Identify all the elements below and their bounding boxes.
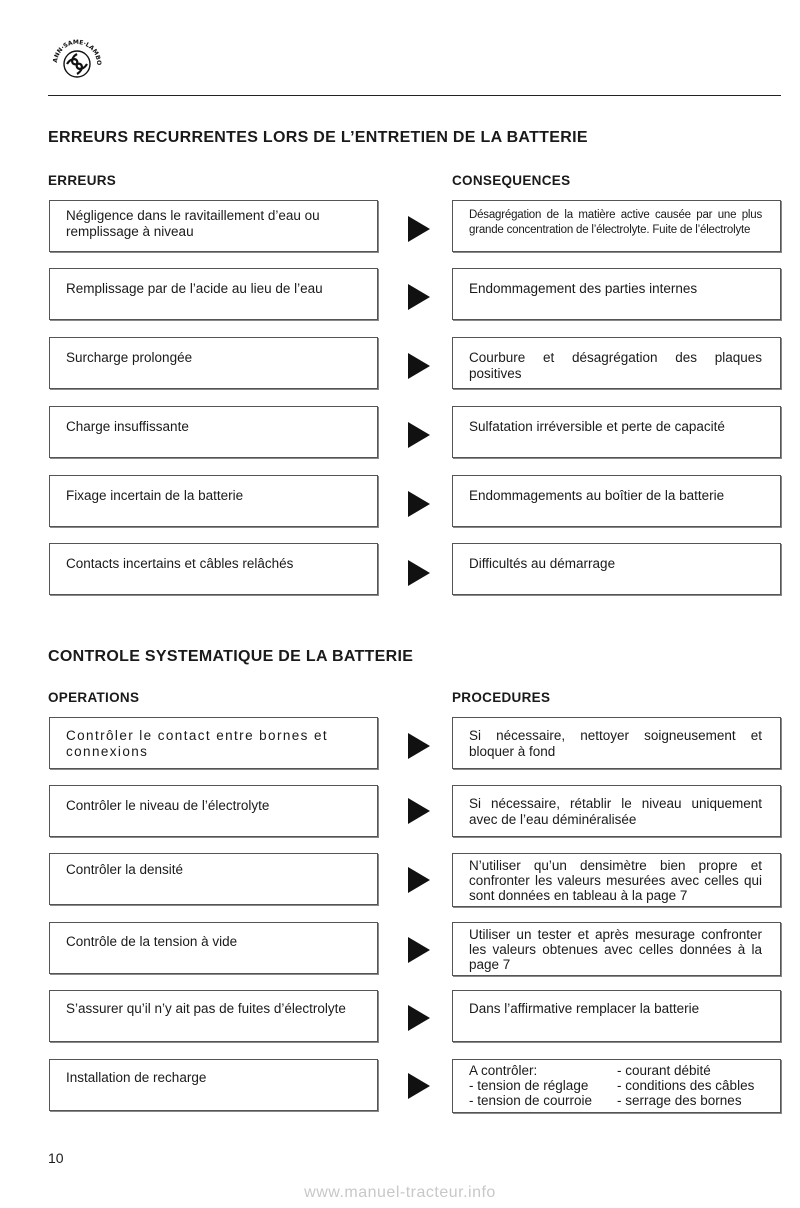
arrow-right-icon: [408, 560, 430, 586]
error-box: Charge insuffissante: [49, 406, 378, 458]
arrow-right-icon: [408, 798, 430, 824]
error-box: Contacts incertains et câbles relâchés: [49, 543, 378, 595]
watermark: www.manuel-tracteur.info: [304, 1184, 496, 1201]
checklist-item: A contrôler:: [469, 1063, 538, 1078]
arrow-right-icon: [408, 422, 430, 448]
svg-text:HURLIMANN·SAME·LAMBORGHINI: ANN·SAME·LAMBO: [51, 38, 103, 66]
section2-title: CONTROLE SYSTEMATIQUE DE LA BATTERIE: [48, 648, 414, 665]
checklist-item: - tension de courroie: [469, 1093, 593, 1108]
procedure-box: Utiliser un tester et après mesurage confronter les valeurs obtenues avec celles données à la page 7: [452, 922, 781, 976]
arrow-right-icon: [408, 216, 430, 242]
checklist-item: - serrage des bornes: [617, 1093, 742, 1108]
consequence-box: Désagrégation de la matière active causée par une plus grande concentration de l’électrolyte. Fuite de l’électrolyte: [452, 200, 781, 252]
section2-right-heading: PROCEDURES: [452, 690, 551, 705]
consequence-box: Endommagements au boîtier de la batterie: [452, 475, 781, 527]
error-box: Fixage incertain de la batterie: [49, 475, 378, 527]
arrow-right-icon: [408, 867, 430, 893]
operation-box: Contrôler le niveau de l’électrolyte: [49, 785, 378, 837]
section1-right-heading: CONSEQUENCES: [452, 173, 571, 188]
checklist-item: - courant débité: [617, 1063, 711, 1078]
consequence-box: Sulfatation irréversible et perte de capacité: [452, 406, 781, 458]
procedure-box: [452, 1059, 781, 1113]
arrow-right-icon: [408, 284, 430, 310]
arrow-right-icon: [408, 353, 430, 379]
error-box: Négligence dans le ravitaillement d’eau ou remplissage à niveau: [49, 200, 378, 252]
arrow-right-icon: [408, 1005, 430, 1031]
section1-left-heading: ERREURS: [48, 173, 117, 188]
procedure-box: Si nécessaire, rétablir le niveau uniquement avec de l’eau déminéralisée: [452, 785, 781, 837]
checklist-item: - tension de réglage: [469, 1078, 589, 1093]
consequence-box: Courbure et désagrégation des plaques positives: [452, 337, 781, 389]
operation-box: Installation de recharge: [49, 1059, 378, 1111]
arrow-right-icon: [408, 937, 430, 963]
procedure-box: Si nécessaire, nettoyer soigneusement et bloquer à fond: [452, 717, 781, 769]
procedure-box: N’utiliser qu’un densimètre bien propre et confronter les valeurs mesurées avec celles qui sont données en tableau à la page 7: [452, 853, 781, 907]
checklist-item: - conditions des câbles: [617, 1078, 755, 1093]
operation-box: S’assurer qu’il n’y ait pas de fuites d’électrolyte: [49, 990, 378, 1042]
page-number: 10: [48, 1150, 64, 1166]
arrow-right-icon: [408, 491, 430, 517]
procedure-box: Dans l’affirmative remplacer la batterie: [452, 990, 781, 1042]
error-box: Remplissage par de l’acide au lieu de l’eau: [49, 268, 378, 320]
arrow-right-icon: [408, 733, 430, 759]
operation-box: Contrôler le contact entre bornes et connexions: [49, 717, 378, 769]
procedure-checklist: [469, 1063, 762, 1108]
section2-left-heading: OPERATIONS: [48, 690, 140, 705]
section1-title: ERREURS RECURRENTES LORS DE L’ENTRETIEN DE LA BATTERIE: [48, 129, 588, 146]
header-rule: [48, 95, 781, 96]
operation-box: Contrôler la densité: [49, 853, 378, 905]
error-box: Surcharge prolongée: [49, 337, 378, 389]
consequence-box: Difficultés au démarrage: [452, 543, 781, 595]
consequence-box: Endommagement des parties internes: [452, 268, 781, 320]
arrow-right-icon: [408, 1073, 430, 1099]
brand-logo-icon: [44, 38, 110, 88]
operation-box: Contrôle de la tension à vide: [49, 922, 378, 974]
